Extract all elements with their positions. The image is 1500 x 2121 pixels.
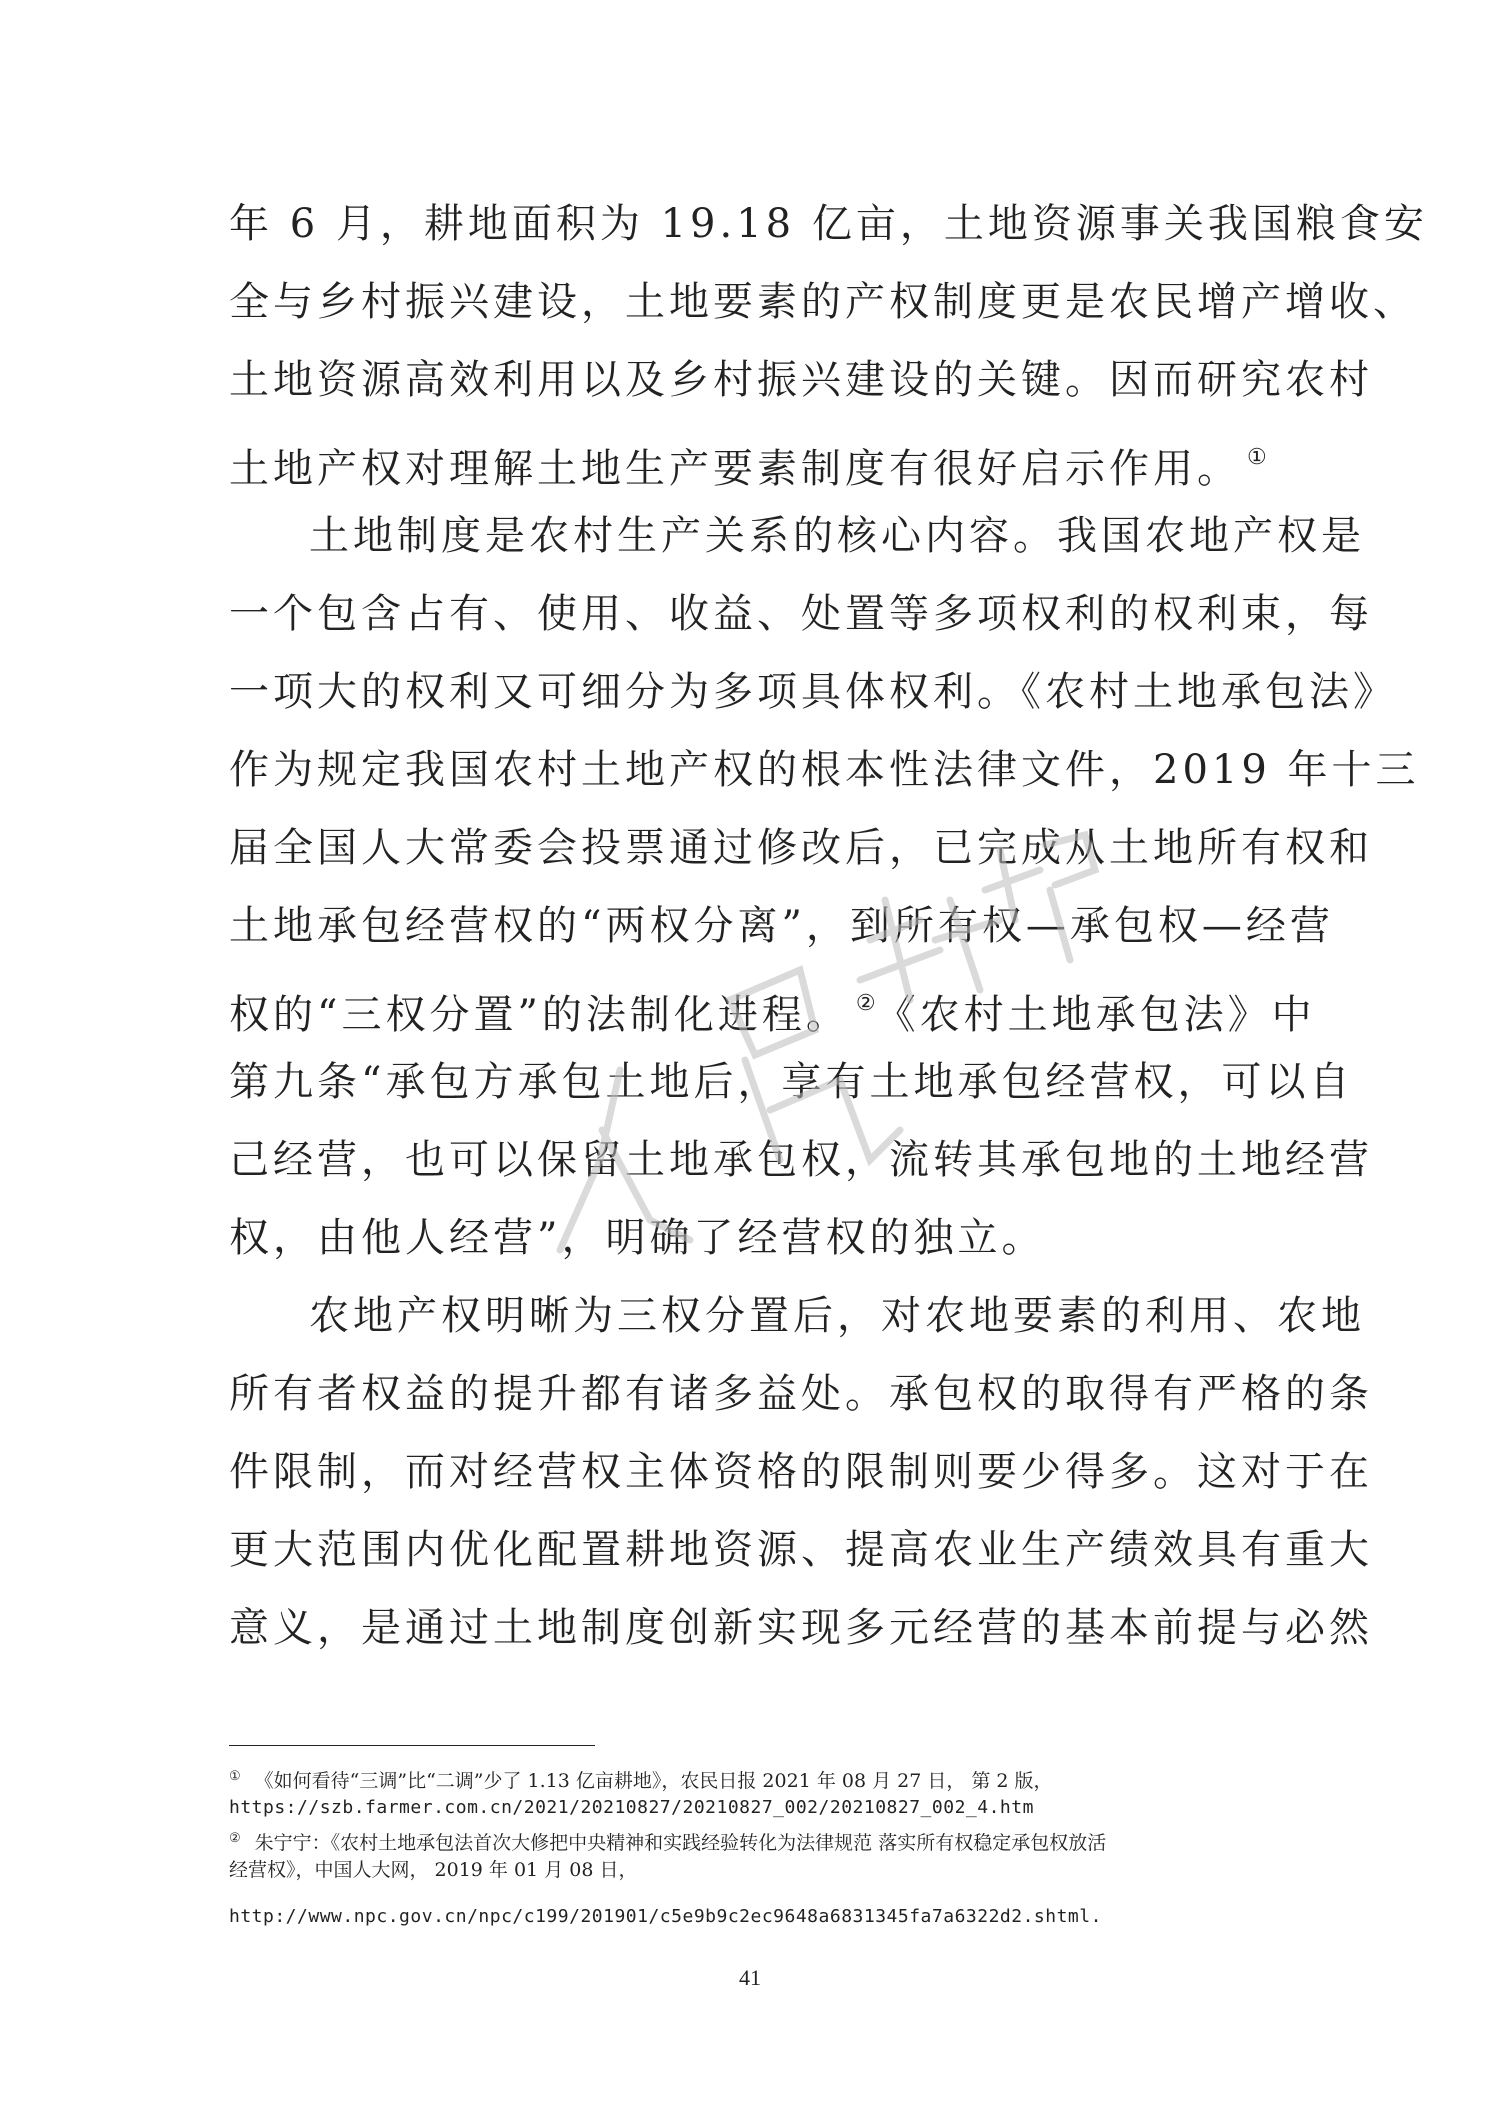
footnote-2-url[interactable]: http://www.npc.gov.cn/npc/c199/201901/c5e9b9c2ec9648a6831345fa7a6322d2.shtml. — [229, 1906, 1102, 1927]
body-line: 意义，是通过土地制度创新实现多元经营的基本前提与必然 — [229, 1605, 1373, 1651]
body-line: 权，由他人经营”，明确了经营权的独立。 — [229, 1215, 1046, 1261]
footnote-text: 朱宁宁：《农村土地承包法首次大修把中央精神和实践经验转化为法律规范 落实所有权稳定承包权放活 — [254, 1832, 1107, 1854]
body-line: 作为规定我国农村土地产权的根本性法律文件，2019 年十三 — [229, 747, 1420, 793]
body-line-text: 《农村土地承包法》中 — [875, 992, 1316, 1038]
footnote-ref-1[interactable]: ① — [1247, 445, 1267, 470]
footnote-divider — [229, 1745, 595, 1746]
body-line: 件限制，而对经营权主体资格的限制则要少得多。这对于在 — [229, 1449, 1373, 1495]
footnote-ref-2[interactable]: ② — [855, 991, 876, 1016]
body-line: 一个包含占有、使用、收益、处置等多项权利的权利束，每 — [229, 591, 1373, 637]
body-line-text: 权的“三权分置”的法制化进程。 — [229, 992, 850, 1038]
body-line: 一项大的权利又可细分为多项具体权利。《农村土地承包法》 — [229, 669, 1397, 715]
footnote-marker: ① — [229, 1769, 241, 1784]
body-line: 土地资源高效利用以及乡村振兴建设的关键。因而研究农村 — [229, 357, 1373, 403]
body-line: 所有者权益的提升都有诸多益处。承包权的取得有严格的条 — [229, 1371, 1373, 1417]
body-line: 年 6 月，耕地面积为 19.18 亿亩，土地资源事关我国粮食安 — [229, 201, 1428, 247]
watermark-logo — [540, 830, 1100, 1310]
footnote-1 — [229, 1762, 1289, 1796]
body-line: 土地制度是农村生产关系的核心内容。我国农地产权是 — [309, 513, 1365, 559]
body-line: 土地承包经营权的“两权分离”，到所有权—承包权—经营 — [229, 903, 1334, 949]
footnote-1-url[interactable]: https://szb.farmer.com.cn/2021/20210827/20210827_002/20210827_002_4.htm — [229, 1797, 1034, 1818]
page-number: 41 — [739, 1965, 761, 1990]
body-line: 己经营，也可以保留土地承包权，流转其承包地的土地经营 — [229, 1137, 1373, 1183]
body-line-text: 土地产权对理解土地生产要素制度有很好启示作用。 — [229, 446, 1241, 492]
footnote-text: 《如何看待“三调”比“二调”少了 1.13 亿亩耕地》，农民日报 2021 年 08 月 27 日， 第 2 版， — [254, 1770, 1053, 1792]
footnote-2 — [229, 1824, 1289, 1858]
body-line: 全与乡村振兴建设，土地要素的产权制度更是农民增产增收、 — [229, 279, 1417, 325]
footnote-2-continuation: 经营权》，中国人大网， 2019 年 01 月 08 日， — [229, 1859, 638, 1881]
body-line: 第九条“承包方承包土地后，享有土地承包经营权，可以自 — [229, 1059, 1354, 1105]
body-line: 更大范围内优化配置耕地资源、提高农业生产绩效具有重大 — [229, 1527, 1373, 1573]
body-line: 农地产权明晰为三权分置后，对农地要素的利用、农地 — [309, 1293, 1365, 1339]
footnote-marker: ② — [229, 1831, 241, 1846]
body-line — [229, 430, 1269, 497]
body-line: 届全国人大常委会投票通过修改后，已完成从土地所有权和 — [229, 825, 1373, 871]
